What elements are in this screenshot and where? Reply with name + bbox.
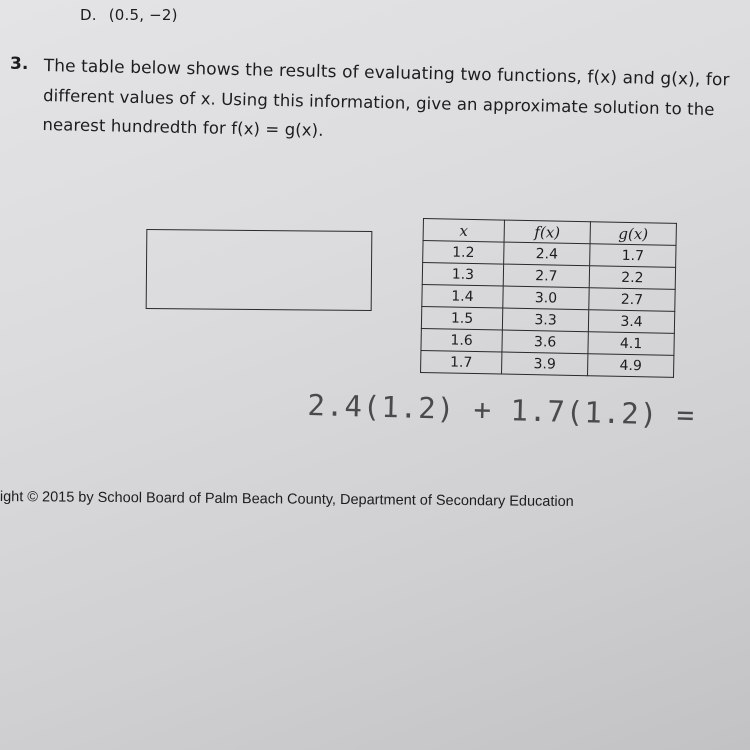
table-cell: 1.7	[421, 350, 502, 374]
header-x: x	[423, 219, 504, 243]
table-cell: 2.2	[589, 266, 675, 290]
question-text	[42, 52, 734, 153]
table-cell: 4.1	[588, 332, 674, 356]
table-cell: 1.6	[421, 328, 502, 352]
table-cell: 1.7	[590, 244, 676, 268]
table-cell: 1.3	[422, 263, 503, 287]
table-cell: 1.4	[422, 284, 503, 308]
answer-box[interactable]	[146, 229, 373, 311]
table-row	[421, 350, 674, 377]
table-cell: 4.9	[588, 354, 674, 378]
option-letter: D.	[80, 6, 97, 24]
question-line-1: The table below shows the results of evaluating two functions, f(x) and g(x), for	[43, 55, 730, 91]
table-cell: 1.2	[423, 241, 504, 265]
table-cell: 3.3	[502, 308, 588, 332]
copyright-footer: ight © 2015 by School Board of Palm Beach County, Department of Secondary Education	[0, 489, 574, 511]
handwritten-work: 2.4(1.2) + 1.7(1.2) =	[307, 388, 696, 433]
table-cell: 2.7	[589, 288, 675, 312]
table-cell: 2.4	[504, 242, 590, 266]
option-value: (0.5, −2)	[108, 6, 178, 24]
table-cell: 3.4	[588, 310, 674, 334]
table-cell: 3.0	[503, 286, 589, 310]
table-cell: 1.5	[421, 306, 502, 330]
table-cell: 3.6	[502, 330, 588, 354]
header-gx: g(x)	[590, 222, 676, 246]
previous-answer-option	[80, 6, 178, 24]
question-number: 3.	[10, 54, 29, 74]
function-values-table	[420, 218, 677, 378]
question-line-3: nearest hundredth for f(x) = g(x).	[42, 114, 324, 140]
table-cell: 3.9	[502, 352, 588, 376]
question-line-2: different values of x. Using this information, give an approximate solution to the	[42, 85, 715, 120]
header-fx: f(x)	[504, 220, 590, 244]
table-cell: 2.7	[503, 264, 589, 288]
